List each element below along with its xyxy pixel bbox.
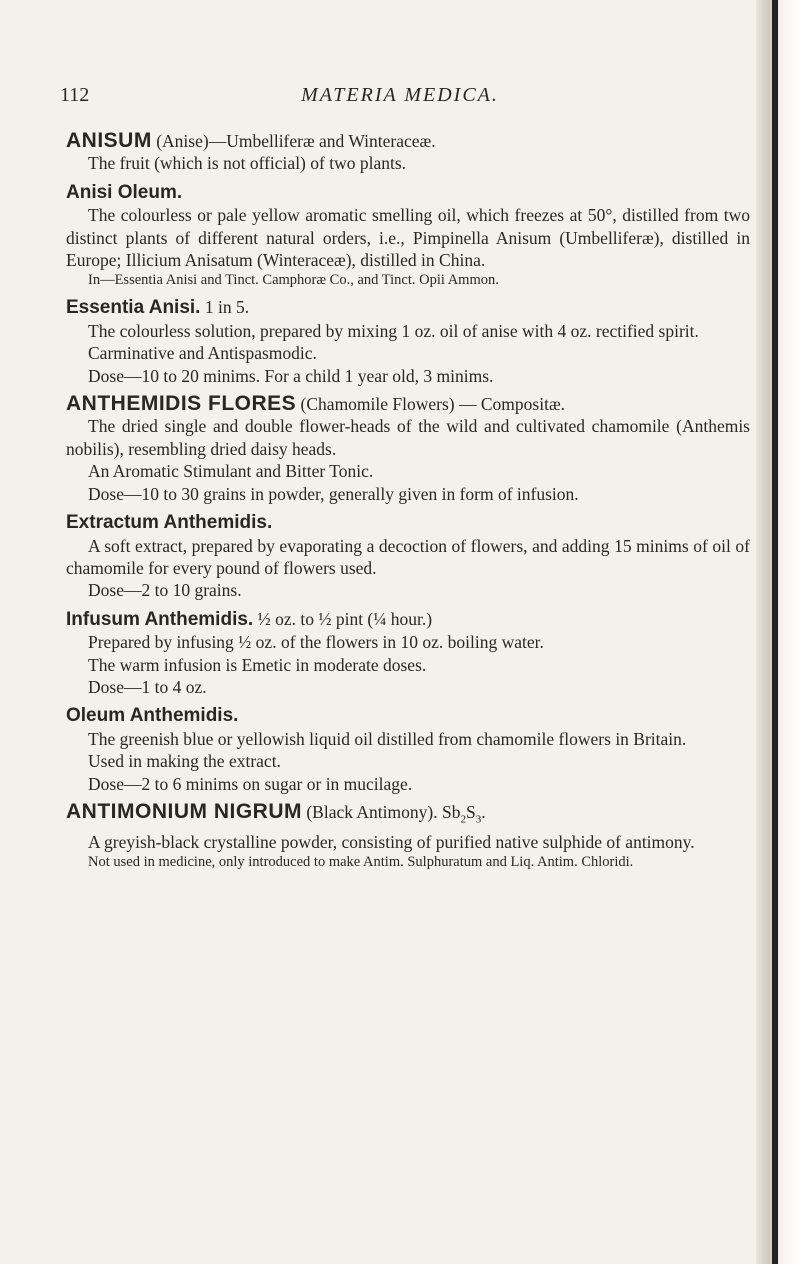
- entry-essentia-anisi: [66, 296, 750, 387]
- entry-oleum-anthemidis: [66, 704, 750, 795]
- entry-heading: [66, 393, 750, 415]
- entry-heading: [66, 181, 750, 204]
- description: The colourless or pale yellow aromatic smelling oil, which freezes at 50°, distilled from two distinct plants of different natural orders, i.e., Pimpinella Anisum (Umbelliferæ), distilled in Europe; Illicium Anisatum (Winteraceæ), distilled in China.: [66, 205, 750, 271]
- description: Prepared by infusing ½ oz. of the flowers in 10 oz. boiling water.: [88, 632, 544, 653]
- formula-element: S: [465, 801, 476, 822]
- headword-suffix: 1 in 5.: [200, 297, 250, 318]
- entry-anisum: [66, 130, 750, 175]
- page-number: 112: [60, 84, 90, 106]
- formula-subscript: 2: [460, 813, 466, 826]
- entry-extractum-anthemidis: [66, 511, 750, 602]
- page-content: [66, 124, 750, 872]
- headword: Oleum Anthemidis.: [66, 705, 239, 727]
- formula-element: Sb: [441, 801, 461, 822]
- description: The colourless solution, prepared by mixing 1 oz. oil of anise with 4 oz. rectified spirit.: [88, 320, 699, 341]
- formula-end: .: [481, 801, 486, 822]
- action: The warm infusion is Emetic in moderate doses.: [88, 654, 427, 675]
- headword: ANISUM: [66, 129, 152, 152]
- description: A soft extract, prepared by evaporating a decoction of flowers, and adding 15 minims of oil of chamomile for every pound of flowers used.: [66, 535, 750, 578]
- dose: Dose—1 to 4 oz.: [88, 676, 207, 697]
- headword-suffix: (Chamomile Flowers) — Compositæ.: [296, 394, 565, 415]
- action: An Aromatic Stimulant and Bitter Tonic.: [88, 461, 374, 482]
- dose: Dose—2 to 10 grains.: [88, 580, 242, 601]
- running-head: [60, 84, 740, 108]
- entry-infusum-anthemidis: [66, 608, 750, 699]
- formula-subscript: 3: [475, 813, 482, 826]
- in-note: In—Essentia Anisi and Tinct. Camphoræ Co., and Tinct. Opii Ammon.: [88, 272, 499, 289]
- entry-heading: [66, 704, 750, 727]
- entry-antimonium-nigrum: [66, 801, 750, 872]
- headword: Infusum Anthemidis.: [66, 608, 254, 630]
- entry-heading: [66, 608, 750, 631]
- entry-heading: [66, 801, 750, 831]
- headword: ANTIMONIUM NIGRUM: [66, 799, 302, 823]
- entry-anisi-oleum: [66, 181, 750, 291]
- headword: Anisi Oleum.: [66, 181, 183, 203]
- description: The dried single and double flower-heads of the wild and cultivated chamomile (Anthemis nobilis), resembling dried daisy heads.: [66, 416, 750, 459]
- headword-suffix: ½ oz. to ½ pint (¼ hour.): [253, 608, 433, 629]
- headword-suffix: (Black Antimony).: [301, 801, 442, 822]
- dose: Dose—10 to 30 grains in powder, generally given in form of infusion.: [88, 483, 579, 504]
- description: The fruit (which is not official) of two plants.: [88, 153, 407, 174]
- action: Carminative and Antispasmodic.: [88, 343, 317, 364]
- entry-heading: [66, 130, 750, 152]
- page-edge-shadow: [756, 0, 800, 1264]
- formula: [441, 801, 486, 826]
- headword: Extractum Anthemidis.: [66, 512, 273, 534]
- headword: Essentia Anisi.: [66, 297, 201, 319]
- entry-heading: [66, 511, 750, 534]
- running-title: MATERIA MEDICA.: [301, 84, 499, 106]
- description: The greenish blue or yellowish liquid oil distilled from chamomile flowers in Britain.: [88, 728, 687, 749]
- use: Used in making the extract.: [88, 751, 281, 772]
- binding-edge: [772, 0, 778, 1264]
- headword-suffix: (Anise)—Umbelliferæ and Winteraceæ.: [151, 131, 436, 151]
- headword: ANTHEMIDIS FLORES: [66, 392, 297, 416]
- entry-anthemidis-flores: [66, 393, 750, 505]
- note: Not used in medicine, only introduced to make Antim. Sulphuratum and Liq. Antim. Chloridi.: [88, 854, 634, 871]
- dose: Dose—2 to 6 minims on sugar or in mucilage.: [88, 773, 413, 794]
- description: A greyish-black crystalline powder, consisting of purified native sulphide of antimony.: [88, 831, 695, 852]
- dose: Dose—10 to 20 minims. For a child 1 year old, 3 minims.: [88, 365, 494, 386]
- entry-heading: [66, 296, 750, 319]
